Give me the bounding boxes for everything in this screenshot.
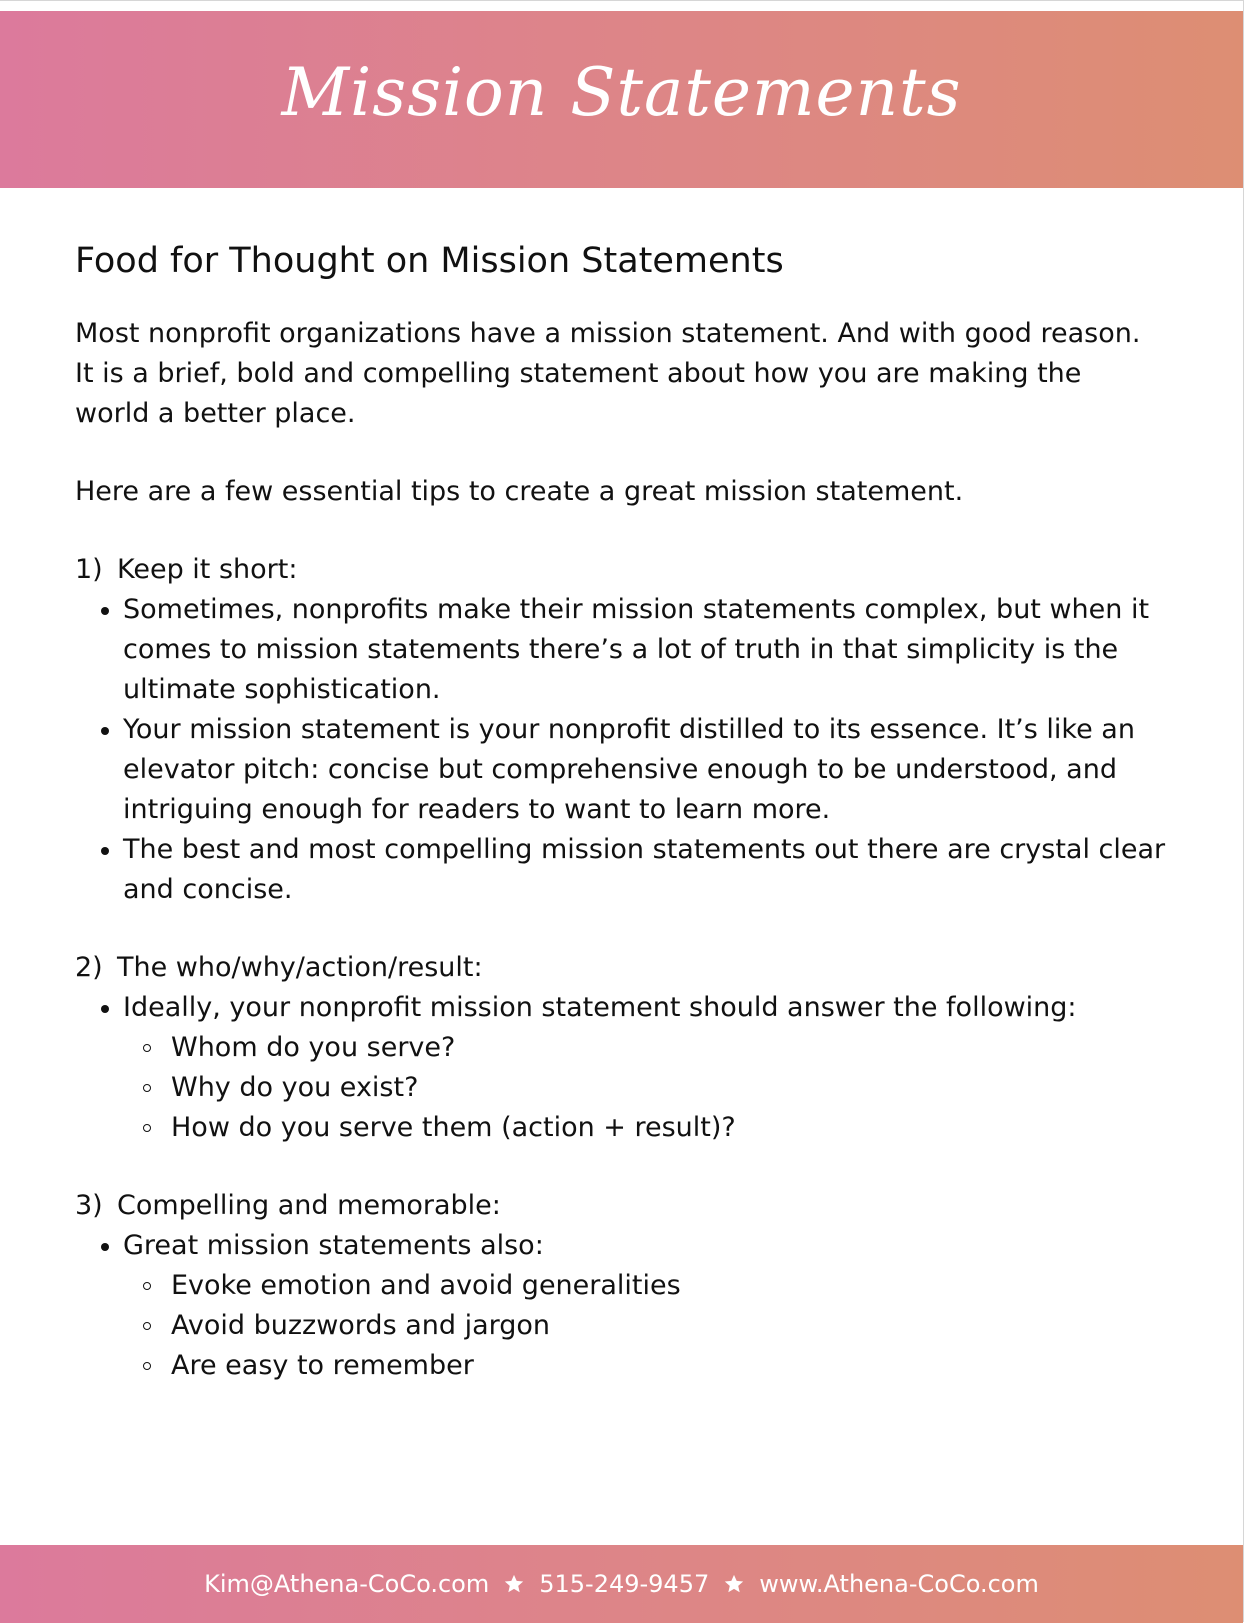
circle-bullet-icon <box>75 1108 171 1148</box>
bullet-icon <box>75 710 123 830</box>
sub-list-item <box>75 1306 1185 1346</box>
circle-bullet-icon <box>75 1346 171 1386</box>
bullet-line: The best and most compelling mission statements out there are crystal clear <box>123 834 1166 865</box>
tip-title <box>75 1186 1185 1226</box>
list-item <box>75 988 1185 1028</box>
bullet-list <box>75 590 1185 910</box>
tip-title-text: The who/why/action/result: <box>117 952 483 983</box>
main-content <box>75 239 1185 1386</box>
circle-bullet-icon <box>75 1028 171 1068</box>
bullet-line: Your mission statement is your nonprofit distilled to its essence. It’s like an <box>123 714 1135 745</box>
bullet-icon <box>75 830 123 910</box>
sub-item-text: Avoid buzzwords and jargon <box>171 1310 551 1341</box>
intro-line: It is a brief, bold and compelling statement about how you are making the <box>75 358 1082 389</box>
sub-list-item <box>75 1266 1185 1306</box>
intro-paragraph <box>75 314 1185 434</box>
sub-list-item <box>75 1028 1185 1068</box>
bullet-text: Great mission statements also: <box>123 1230 544 1261</box>
sub-list-item <box>75 1068 1185 1108</box>
circle-bullet-icon <box>75 1306 171 1346</box>
list-item <box>75 1226 1185 1266</box>
star-icon <box>723 1573 745 1595</box>
tip-number: 3) <box>75 1190 103 1221</box>
sub-list-item <box>75 1346 1185 1386</box>
bullet-icon <box>75 590 123 710</box>
list-item <box>75 830 1185 910</box>
tip-title <box>75 550 1185 590</box>
bullet-text: Ideally, your nonprofit mission statement should answer the following: <box>123 992 1077 1023</box>
footer-banner <box>0 1545 1243 1623</box>
tip-title <box>75 948 1185 988</box>
bullet-list <box>75 988 1185 1028</box>
sub-item-text: Evoke emotion and avoid generalities <box>171 1270 681 1301</box>
intro-line: Most nonprofit organizations have a mission statement. And with good reason. <box>75 318 1141 349</box>
list-item <box>75 710 1185 830</box>
bullet-line: intriguing enough for readers to want to learn more. <box>123 794 831 825</box>
sub-list-item <box>75 1108 1185 1148</box>
bullet-line: comes to mission statements there’s a lot of truth in that simplicity is the <box>123 634 1119 665</box>
section-heading: Food for Thought on Mission Statements <box>75 241 784 281</box>
lead-paragraph: Here are a few essential tips to create a great mission statement. <box>75 476 964 507</box>
tip-section-3 <box>75 1186 1185 1386</box>
tip-number: 1) <box>75 554 103 585</box>
bullet-list <box>75 1226 1185 1266</box>
bullet-icon <box>75 1226 123 1266</box>
bullet-line: Sometimes, nonprofits make their mission statements complex, but when it <box>123 594 1150 625</box>
circle-bullet-icon <box>75 1068 171 1108</box>
tip-number: 2) <box>75 952 103 983</box>
star-icon <box>503 1573 525 1595</box>
sub-item-text: Whom do you serve? <box>171 1032 456 1063</box>
sub-list <box>75 1266 1185 1386</box>
sub-item-text: How do you serve them (action + result)? <box>171 1112 736 1143</box>
intro-line: world a better place. <box>75 398 356 429</box>
sub-item-text: Why do you exist? <box>171 1072 419 1103</box>
sub-list <box>75 1028 1185 1148</box>
tip-section-2 <box>75 948 1185 1148</box>
header-banner <box>0 11 1243 188</box>
footer-website[interactable]: www.Athena-CoCo.com <box>759 1570 1039 1598</box>
footer-phone[interactable]: 515-249-9457 <box>539 1570 710 1598</box>
list-item <box>75 590 1185 710</box>
bullet-line: and concise. <box>123 874 293 905</box>
footer-email[interactable]: Kim@Athena-CoCo.com <box>204 1570 490 1598</box>
sub-item-text: Are easy to remember <box>171 1350 474 1381</box>
page-title: Mission Statements <box>281 54 962 131</box>
circle-bullet-icon <box>75 1266 171 1306</box>
tip-section-1 <box>75 550 1185 910</box>
tip-title-text: Keep it short: <box>117 554 298 585</box>
tip-title-text: Compelling and memorable: <box>117 1190 501 1221</box>
bullet-line: elevator pitch: concise but comprehensive enough to be understood, and <box>123 754 1117 785</box>
bullet-line: ultimate sophistication. <box>123 674 441 705</box>
bullet-icon <box>75 988 123 1028</box>
